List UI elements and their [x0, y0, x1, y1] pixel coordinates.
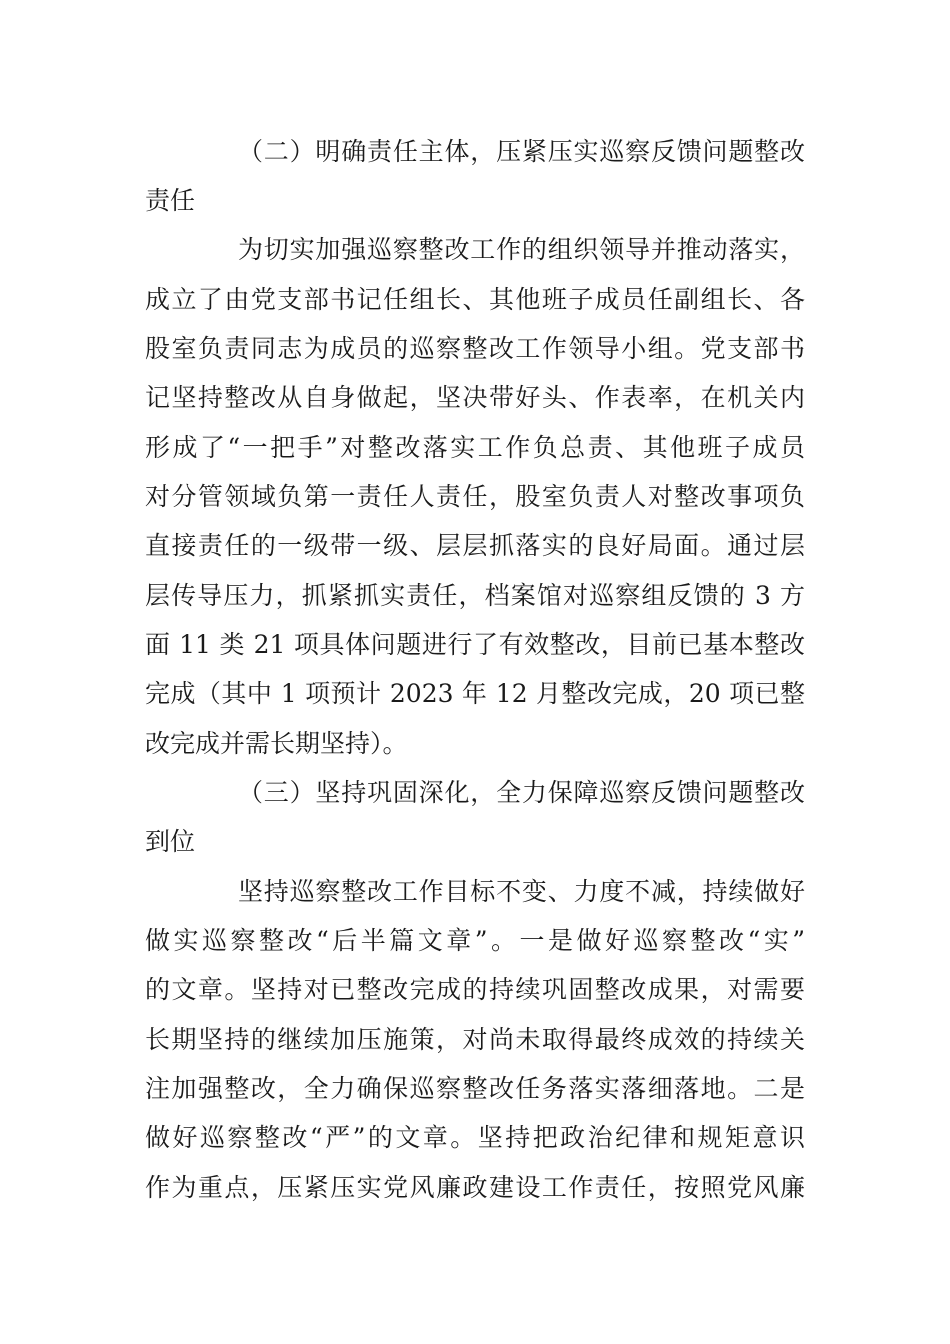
paragraph-1-line-10: 完成（其中 1 项预计 2023 年 12 月整改完成，20 项已整 — [145, 679, 805, 708]
paragraph-2-line-1: 坚持巡察整改工作目标不变、力度不减，持续做好 — [238, 877, 805, 906]
paragraph-1-line-8: 层传导压力，抓紧抓实责任，档案馆对巡察组反馈的 3 方 — [145, 581, 805, 610]
section-2-heading-line-2: 责任 — [145, 186, 196, 215]
section-2-heading-line-1: （二）明确责任主体，压紧压实巡察反馈问题整改 — [238, 137, 805, 166]
paragraph-2-line-4: 长期坚持的继续加压施策，对尚未取得最终成效的持续关 — [145, 1025, 805, 1054]
paragraph-1-line-9: 面 11 类 21 项具体问题进行了有效整改，目前已基本整改 — [145, 630, 805, 659]
section-3-heading-line-2: 到位 — [145, 827, 196, 856]
paragraph-2-line-2: 做实巡察整改“后半篇文章”。一是做好巡察整改“实” — [145, 926, 805, 955]
section-3-heading-line-1: （三）坚持巩固深化，全力保障巡察反馈问题整改 — [238, 778, 805, 807]
paragraph-1-line-3: 股室负责同志为成员的巡察整改工作领导小组。党支部书 — [145, 334, 805, 363]
paragraph-2-line-3: 的文章。坚持对已整改完成的持续巩固整改成果，对需要 — [145, 975, 805, 1004]
paragraph-2-line-6: 做好巡察整改“严”的文章。坚持把政治纪律和规矩意识 — [145, 1123, 805, 1152]
paragraph-1-line-6: 对分管领域负第一责任人责任，股室负责人对整改事项负 — [145, 482, 805, 511]
paragraph-2-line-5: 注加强整改，全力确保巡察整改任务落实落细落地。二是 — [145, 1074, 805, 1103]
paragraph-1-line-11: 改完成并需长期坚持）。 — [145, 729, 408, 758]
paragraph-1-line-2: 成立了由党支部书记任组长、其他班子成员任副组长、各 — [145, 285, 805, 314]
paragraph-1-line-4: 记坚持整改从自身做起，坚决带好头、作表率，在机关内 — [145, 383, 805, 412]
paragraph-1-line-1: 为切实加强巡察整改工作的组织领导并推动落实， — [238, 235, 805, 264]
paragraph-1-line-7: 直接责任的一级带一级、层层抓落实的良好局面。通过层 — [145, 531, 805, 560]
paragraph-1-line-5: 形成了“一把手”对整改落实工作负总责、其他班子成员 — [145, 433, 805, 462]
paragraph-2-line-7: 作为重点，压紧压实党风廉政建设工作责任，按照党风廉 — [145, 1173, 805, 1202]
